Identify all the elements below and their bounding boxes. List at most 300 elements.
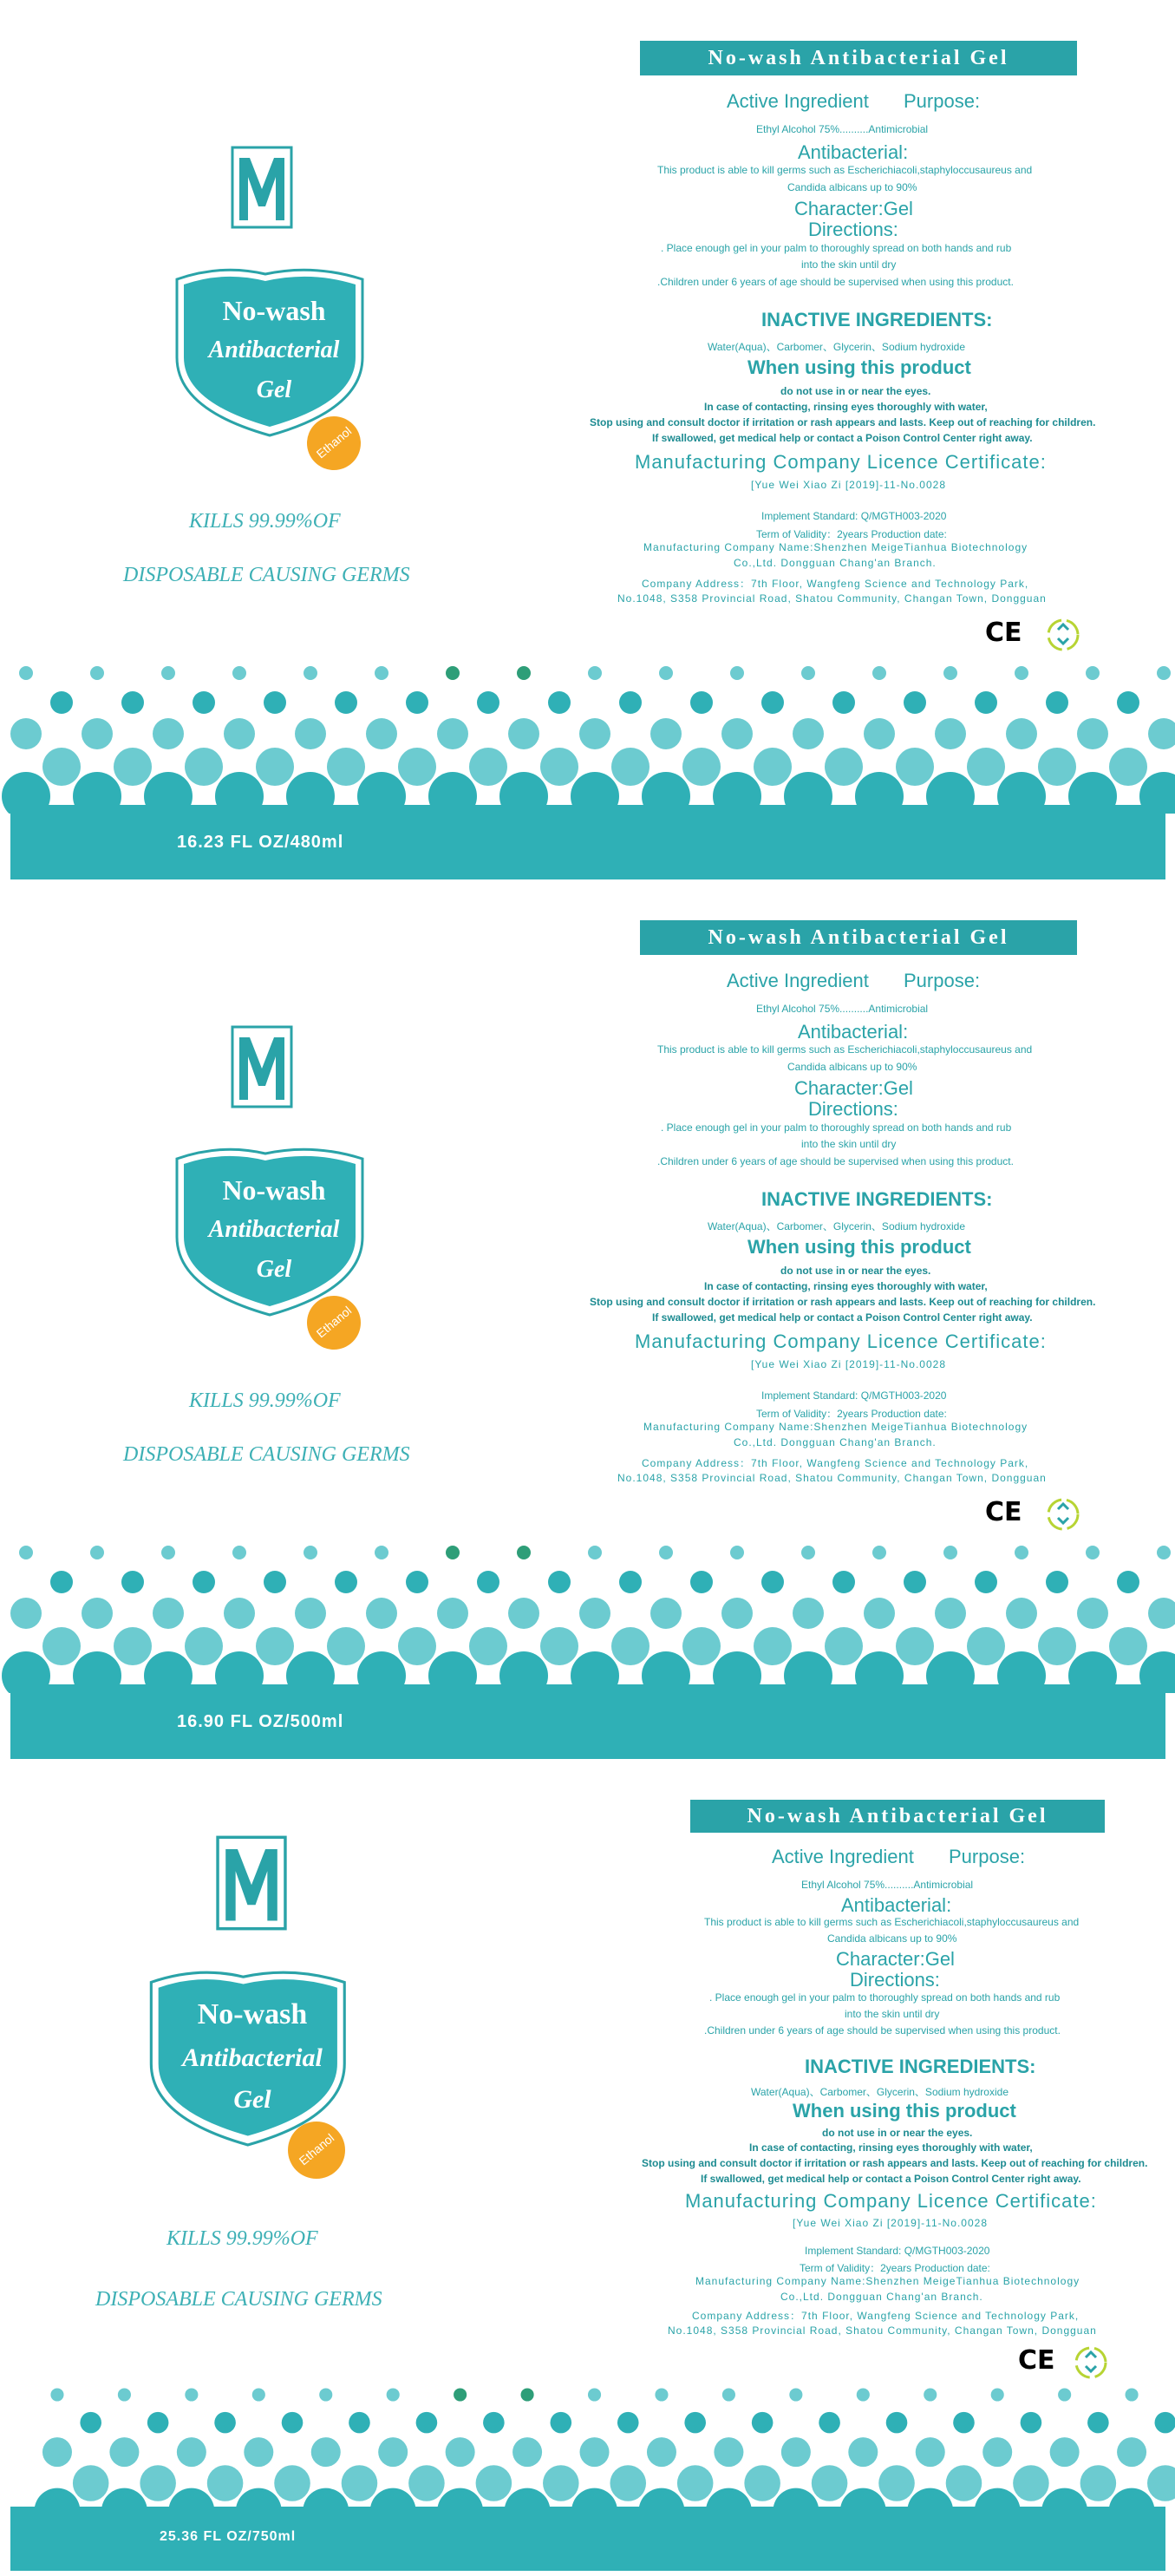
pattern-dot [655, 2388, 668, 2401]
purpose-label: Purpose: [949, 1846, 1026, 1867]
pattern-dot [512, 2437, 542, 2467]
pattern-dot [469, 748, 507, 786]
when-heading: When using this product [793, 2100, 1016, 2122]
antibacterial-text-2: Candida albicans up to 90% [787, 1061, 917, 1073]
pattern-dot [437, 718, 468, 749]
pattern-dot [327, 748, 365, 786]
shield-line-1: No-wash [197, 1998, 308, 2030]
when-text-4: If swallowed, get medical help or contact a Poison Control Center right away. [652, 432, 1033, 444]
pattern-dot [690, 1571, 713, 1593]
pattern-dot [819, 2412, 840, 2434]
licence-heading: Manufacturing Company Licence Certificate: [685, 2190, 1097, 2212]
pattern-dot [90, 666, 104, 680]
when-text-4: If swallowed, get medical help or contact a Poison Control Center right away. [701, 2173, 1081, 2185]
term-of-validity: Term of Validity：2years Production date: [756, 1408, 947, 1420]
pattern-dot [754, 1627, 792, 1665]
pattern-dot [793, 1598, 824, 1629]
pattern-dot [121, 1571, 144, 1593]
pattern-dot [1046, 691, 1068, 714]
pattern-dot [335, 691, 357, 714]
pattern-dot [147, 2412, 169, 2434]
pattern-dot [659, 1546, 673, 1559]
pattern-dot [1021, 2412, 1042, 2434]
pattern-dot [387, 2388, 400, 2401]
when-text-1: do not use in or near the eyes. [780, 385, 931, 397]
pattern-dot [82, 1598, 113, 1629]
active-ingredient-heading [772, 1846, 1025, 1868]
active-ingredient-label: Active Ingredient [727, 90, 869, 112]
antibacterial-text-2: Candida albicans up to 90% [827, 1932, 957, 1945]
active-ingredient-heading [727, 970, 980, 992]
pattern-dot [517, 1546, 531, 1559]
active-ingredient-label: Active Ingredient [727, 970, 869, 991]
company-name-1: Manufacturing Company Name:Shenzhen MeigeTianhua Biotechnology [695, 2275, 1080, 2287]
pattern-dot [521, 2388, 534, 2401]
pattern-dot [193, 1571, 215, 1593]
pattern-dot [153, 718, 184, 749]
directions-text-2: into the skin until dry [845, 2008, 940, 2020]
pattern-dot [857, 2388, 870, 2401]
pattern-dot [109, 2437, 139, 2467]
inactive-list: Water(Aqua)、Carbomer、Glycerin、Sodium hydroxide [751, 2086, 1009, 2098]
when-heading: When using this product [747, 1236, 971, 1258]
directions-text-1: . Place enough gel in your palm to thoroughly spread on both hands and rub [661, 1121, 1012, 1134]
active-ingredient-heading [727, 90, 980, 113]
kills-tagline: KILLS 99.99%OF [189, 510, 341, 533]
pattern-dot [1013, 2465, 1049, 2501]
pattern-dot [721, 718, 753, 749]
title-bar: No-wash Antibacterial Gel [690, 1800, 1105, 1833]
pattern-dot [548, 691, 571, 714]
when-text-2: In case of contacting, rinsing eyes thoroughly with water, [749, 2141, 1033, 2154]
company-address-1: Company Address：7th Floor, Wangfeng Science and Technology Park, [642, 1457, 1029, 1469]
pattern-dot [579, 718, 610, 749]
company-address-2: No.1048, S358 Provincial Road, Shatou Community, Changan Town, Dongguan [617, 592, 1047, 605]
antibacterial-heading: Antibacterial: [841, 1894, 952, 1916]
pattern-dot [153, 1598, 184, 1629]
pattern-dot [1077, 718, 1108, 749]
inactive-heading: INACTIVE INGREDIENTS: [761, 309, 993, 330]
pattern-dot [610, 2465, 646, 2501]
company-name-1: Manufacturing Company Name:Shenzhen MeigeTianhua Biotechnology [643, 541, 1028, 553]
pattern-dot [904, 691, 926, 714]
pattern-dot [185, 748, 223, 786]
company-address-1: Company Address：7th Floor, Wangfeng Science and Technology Park, [692, 2310, 1080, 2322]
pattern-dot [42, 2437, 72, 2467]
pattern-dot [611, 748, 650, 786]
when-text-2: In case of contacting, rinsing eyes thoroughly with water, [704, 401, 988, 413]
pattern-dot [335, 1571, 357, 1593]
pattern-dot [19, 666, 33, 680]
pattern-dot [793, 718, 824, 749]
pattern-dot [1087, 2412, 1109, 2434]
pattern-dot [721, 1598, 753, 1629]
implement-standard: Implement Standard: Q/MGTH003-2020 [805, 2245, 990, 2257]
pattern-dot [832, 1571, 855, 1593]
shield-line-3: Gel [233, 2085, 271, 2114]
mg-logo-icon [231, 146, 293, 229]
company-address-1: Company Address：7th Floor, Wangfeng Science and Technology Park, [642, 578, 1029, 590]
pattern-dot [825, 1627, 863, 1665]
inactive-list: Water(Aqua)、Carbomer、Glycerin、Sodium hydroxide [708, 341, 965, 353]
when-heading: When using this product [747, 356, 971, 378]
pattern-dot [517, 666, 531, 680]
pattern-dot [935, 1598, 966, 1629]
pattern-dot [224, 1598, 255, 1629]
directions-heading: Directions: [808, 219, 898, 240]
pattern-dot [406, 691, 428, 714]
ethanol-badge [307, 1296, 361, 1350]
label-panel-750ml [0, 1759, 1175, 2576]
product-shield [170, 1141, 378, 1341]
pattern-dot [1050, 2437, 1080, 2467]
pattern-dot [446, 666, 460, 680]
pattern-dot [1086, 666, 1100, 680]
pattern-dot [185, 2388, 198, 2401]
volume-label: 16.90 FL OZ/500ml [177, 1712, 344, 1731]
pattern-dot [10, 1598, 42, 1629]
causing-tagline: DISPOSABLE CAUSING GERMS [123, 564, 410, 586]
ethanol-label: Ethanol [296, 2130, 337, 2168]
licence-number: [Yue Wei Xiao Zi [2019]-11-No.0028 [751, 1358, 947, 1370]
product-shield [170, 262, 378, 461]
implement-standard: Implement Standard: Q/MGTH003-2020 [761, 1389, 947, 1402]
implement-standard: Implement Standard: Q/MGTH003-2020 [761, 510, 947, 522]
pattern-dot [943, 666, 957, 680]
pattern-dot [1109, 1627, 1147, 1665]
pattern-dot [406, 1571, 428, 1593]
pattern-dot [304, 1546, 317, 1559]
volume-label: 16.23 FL OZ/480ml [177, 833, 344, 852]
pattern-dot [1006, 1598, 1037, 1629]
pattern-dot [730, 1546, 744, 1559]
kills-tagline: KILLS 99.99%OF [166, 2227, 318, 2250]
pattern-dot [508, 1598, 539, 1629]
inactive-heading: INACTIVE INGREDIENTS: [805, 2056, 1036, 2077]
pattern-dot [274, 2465, 310, 2501]
pattern-dot [982, 2437, 1012, 2467]
pattern-dot [647, 2437, 676, 2467]
kills-tagline: KILLS 99.99%OF [189, 1389, 341, 1412]
pattern-dot [214, 2412, 236, 2434]
pattern-dot [967, 1627, 1005, 1665]
pattern-dot [872, 666, 886, 680]
pattern-dot [789, 2388, 802, 2401]
pattern-dot [714, 2437, 743, 2467]
when-text-3: Stop using and consult doctor if irritation or rash appears and lasts. Keep out of reaching for children. [642, 2157, 1148, 2169]
directions-text-2: into the skin until dry [801, 258, 897, 271]
pattern-dot [295, 1598, 326, 1629]
pattern-dot [1157, 666, 1171, 680]
pattern-dot [342, 2465, 378, 2501]
pattern-dot [446, 2437, 475, 2467]
purpose-label: Purpose: [904, 970, 981, 991]
pattern-dot [469, 1627, 507, 1665]
pattern-dot [295, 718, 326, 749]
pattern-dot [378, 2437, 408, 2467]
character-heading: Character:Gel [836, 1948, 955, 1970]
company-name-2: Co.,Ltd. Dongguan Chang'an Branch. [780, 2291, 983, 2303]
causing-tagline: DISPOSABLE CAUSING GERMS [123, 1443, 410, 1466]
pattern-dot [42, 1627, 81, 1665]
pattern-dot [611, 1627, 650, 1665]
pattern-dot [10, 718, 42, 749]
pattern-dot [682, 748, 721, 786]
pattern-dot [935, 718, 966, 749]
ethyl-line: Ethyl Alcohol 75%..........Antimicrobial [756, 1003, 929, 1015]
pattern-dot [1148, 1598, 1175, 1629]
pattern-dot [366, 1598, 397, 1629]
pattern-dot [781, 2437, 811, 2467]
pattern-dot [19, 1546, 33, 1559]
pattern-dot [588, 1546, 602, 1559]
pattern-dot [991, 2388, 1004, 2401]
company-name-2: Co.,Ltd. Dongguan Chang'an Branch. [734, 557, 937, 569]
pattern-dot [161, 666, 175, 680]
directions-text-3: .Children under 6 years of age should be supervised when using this product. [657, 276, 1014, 288]
pattern-dot [832, 691, 855, 714]
pattern-dot [1038, 1627, 1076, 1665]
antibacterial-heading: Antibacterial: [798, 141, 909, 163]
recycle-icon [1046, 1497, 1080, 1532]
pattern-dot [477, 1571, 499, 1593]
company-name-2: Co.,Ltd. Dongguan Chang'an Branch. [734, 1436, 937, 1448]
pattern-dot [579, 1598, 610, 1629]
when-text-1: do not use in or near the eyes. [780, 1265, 931, 1277]
pattern-dot [896, 1627, 934, 1665]
causing-tagline: DISPOSABLE CAUSING GERMS [95, 2288, 382, 2311]
pattern-dot [508, 718, 539, 749]
pattern-dot [659, 666, 673, 680]
pattern-dot [161, 1546, 175, 1559]
shield-line-2: Antibacterial [208, 1216, 340, 1243]
pattern-dot [812, 2465, 848, 2501]
ce-mark: CE [1018, 2345, 1055, 2376]
pattern-dot [904, 1571, 926, 1593]
volume-label: 25.36 FL OZ/750ml [160, 2529, 297, 2544]
pattern-dot [50, 691, 73, 714]
pattern-dot [252, 2388, 265, 2401]
antibacterial-text-2: Candida albicans up to 90% [787, 181, 917, 193]
pattern-dot [1117, 2437, 1146, 2467]
pattern-dot [114, 1627, 152, 1665]
pattern-dot [1155, 2412, 1175, 2434]
pattern-dot [375, 666, 388, 680]
recycle-icon [1046, 618, 1080, 652]
pattern-dot [619, 691, 642, 714]
pattern-dot [848, 2437, 878, 2467]
pattern-dot [256, 748, 294, 786]
licence-heading: Manufacturing Company Licence Certificate: [635, 451, 1047, 473]
pattern-dot [761, 1571, 784, 1593]
label-panel-480ml [0, 0, 1175, 876]
dot-pattern [0, 2380, 1175, 2527]
ethyl-line: Ethyl Alcohol 75%..........Antimicrobial [756, 123, 929, 135]
ethanol-badge [307, 416, 361, 470]
pattern-dot [543, 2465, 579, 2501]
pattern-dot [540, 1627, 578, 1665]
pattern-dot [177, 2437, 206, 2467]
pattern-dot [416, 2412, 438, 2434]
pattern-dot [398, 748, 436, 786]
shield-line-3: Gel [256, 376, 292, 403]
shield-line-2: Antibacterial [208, 337, 340, 363]
pattern-dot [408, 2465, 445, 2501]
pattern-dot [684, 2412, 706, 2434]
pattern-dot [975, 1571, 997, 1593]
pattern-dot [264, 1571, 286, 1593]
directions-text-1: . Place enough gel in your palm to thoroughly spread on both hands and rub [709, 1991, 1061, 2004]
ethanol-badge [288, 2122, 345, 2179]
purpose-label: Purpose: [904, 90, 981, 112]
directions-text-2: into the skin until dry [801, 1138, 897, 1150]
pattern-dot [1015, 666, 1028, 680]
pattern-dot [140, 2465, 176, 2501]
pattern-dot [244, 2437, 273, 2467]
when-text-4: If swallowed, get medical help or contact a Poison Control Center right away. [652, 1311, 1033, 1324]
active-ingredient-label: Active Ingredient [772, 1846, 914, 1867]
pattern-dot [801, 666, 815, 680]
pattern-dot [1109, 748, 1147, 786]
ethanol-label: Ethanol [313, 1303, 355, 1341]
company-name-1: Manufacturing Company Name:Shenzhen MeigeTianhua Biotechnology [643, 1421, 1028, 1433]
antibacterial-text-1: This product is able to kill germs such as Escherichiacoli,staphyloccusaureus and [657, 1043, 1033, 1056]
mg-logo-icon [231, 1025, 293, 1108]
pattern-dot [90, 1546, 104, 1559]
pattern-dot [327, 1627, 365, 1665]
term-of-validity: Term of Validity：2years Production date: [800, 2262, 990, 2274]
antibacterial-text-1: This product is able to kill germs such as Escherichiacoli,staphyloccusaureus and [704, 1916, 1080, 1928]
pattern-dot [1126, 2388, 1139, 2401]
pattern-dot [1077, 1598, 1108, 1629]
pattern-dot [114, 748, 152, 786]
pattern-dot [1086, 1546, 1100, 1559]
pattern-dot [677, 2465, 714, 2501]
title-bar: No-wash Antibacterial Gel [640, 41, 1077, 75]
pattern-dot [232, 666, 246, 680]
pattern-dot [1157, 1546, 1171, 1559]
pattern-dot [398, 1627, 436, 1665]
company-address-2: No.1048, S358 Provincial Road, Shatou Community, Changan Town, Dongguan [617, 1472, 1047, 1484]
pattern-dot [476, 2465, 512, 2501]
when-text-3: Stop using and consult doctor if irritation or rash appears and lasts. Keep out of reaching for children. [590, 416, 1096, 428]
pattern-dot [761, 691, 784, 714]
pattern-dot [619, 1571, 642, 1593]
pattern-dot [872, 1546, 886, 1559]
pattern-dot [943, 1546, 957, 1559]
shield-line-2: Antibacterial [182, 2043, 323, 2072]
pattern-dot [185, 1627, 223, 1665]
pattern-dot [744, 2465, 780, 2501]
pattern-dot [878, 2465, 915, 2501]
pattern-dot [193, 691, 215, 714]
pattern-dot [282, 2412, 304, 2434]
label-panel-500ml [0, 879, 1175, 1755]
pattern-dot [454, 2388, 467, 2401]
pattern-dot [1148, 718, 1175, 749]
pattern-dot [1006, 718, 1037, 749]
pattern-dot [73, 2465, 109, 2501]
title-bar: No-wash Antibacterial Gel [640, 920, 1077, 955]
pattern-dot [551, 2412, 572, 2434]
pattern-dot [730, 666, 744, 680]
pattern-dot [264, 691, 286, 714]
pattern-dot [540, 748, 578, 786]
pattern-dot [1147, 2465, 1175, 2501]
pattern-dot [752, 2412, 774, 2434]
directions-text-3: .Children under 6 years of age should be supervised when using this product. [704, 2024, 1061, 2037]
volume-band [10, 1684, 1165, 1759]
pattern-dot [224, 718, 255, 749]
pattern-dot [1117, 1571, 1139, 1593]
pattern-dot [617, 2412, 639, 2434]
pattern-dot [349, 2412, 370, 2434]
dot-pattern [0, 1537, 1175, 1693]
when-text-1: do not use in or near the eyes. [822, 2127, 973, 2139]
pattern-dot [886, 2412, 908, 2434]
ethyl-line: Ethyl Alcohol 75%..........Antimicrobial [801, 1879, 974, 1891]
pattern-dot [953, 2412, 975, 2434]
pattern-dot [924, 2388, 937, 2401]
ce-mark: CE [985, 1497, 1022, 1527]
pattern-dot [477, 691, 499, 714]
mg-logo-icon [213, 1835, 290, 1931]
pattern-dot [1117, 691, 1139, 714]
inactive-list: Water(Aqua)、Carbomer、Glycerin、Sodium hydroxide [708, 1220, 965, 1232]
inactive-heading: INACTIVE INGREDIENTS: [761, 1188, 993, 1210]
directions-heading: Directions: [808, 1098, 898, 1120]
ce-mark: CE [985, 618, 1022, 648]
ethanol-label: Ethanol [313, 423, 355, 461]
pattern-dot [967, 748, 1005, 786]
directions-heading: Directions: [850, 1969, 940, 1991]
term-of-validity: Term of Validity：2years Production date: [756, 528, 947, 540]
antibacterial-heading: Antibacterial: [798, 1021, 909, 1043]
pattern-dot [483, 2412, 505, 2434]
pattern-dot [650, 1598, 682, 1629]
pattern-dot [864, 718, 895, 749]
shield-line-1: No-wash [222, 295, 326, 326]
pattern-dot [50, 2388, 63, 2401]
pattern-dot [650, 718, 682, 749]
pattern-dot [375, 1546, 388, 1559]
pattern-dot [682, 1627, 721, 1665]
pattern-dot [121, 691, 144, 714]
pattern-dot [801, 1546, 815, 1559]
licence-number: [Yue Wei Xiao Zi [2019]-11-No.0028 [751, 479, 947, 491]
pattern-dot [1058, 2388, 1071, 2401]
pattern-dot [1038, 748, 1076, 786]
antibacterial-text-1: This product is able to kill germs such as Escherichiacoli,staphyloccusaureus and [657, 164, 1033, 176]
pattern-dot [825, 748, 863, 786]
pattern-dot [207, 2465, 244, 2501]
pattern-dot [946, 2465, 982, 2501]
pattern-dot [864, 1598, 895, 1629]
pattern-dot [80, 2412, 101, 2434]
pattern-dot [319, 2388, 332, 2401]
shield-line-3: Gel [256, 1256, 292, 1283]
pattern-dot [588, 666, 602, 680]
licence-heading: Manufacturing Company Licence Certificate: [635, 1330, 1047, 1352]
pattern-dot [896, 748, 934, 786]
pattern-dot [42, 748, 81, 786]
pattern-dot [548, 1571, 571, 1593]
directions-text-3: .Children under 6 years of age should be supervised when using this product. [657, 1155, 1014, 1167]
pattern-dot [446, 1546, 460, 1559]
character-heading: Character:Gel [794, 1077, 913, 1099]
pattern-dot [1080, 2465, 1117, 2501]
directions-text-1: . Place enough gel in your palm to thoroughly spread on both hands and rub [661, 242, 1012, 254]
